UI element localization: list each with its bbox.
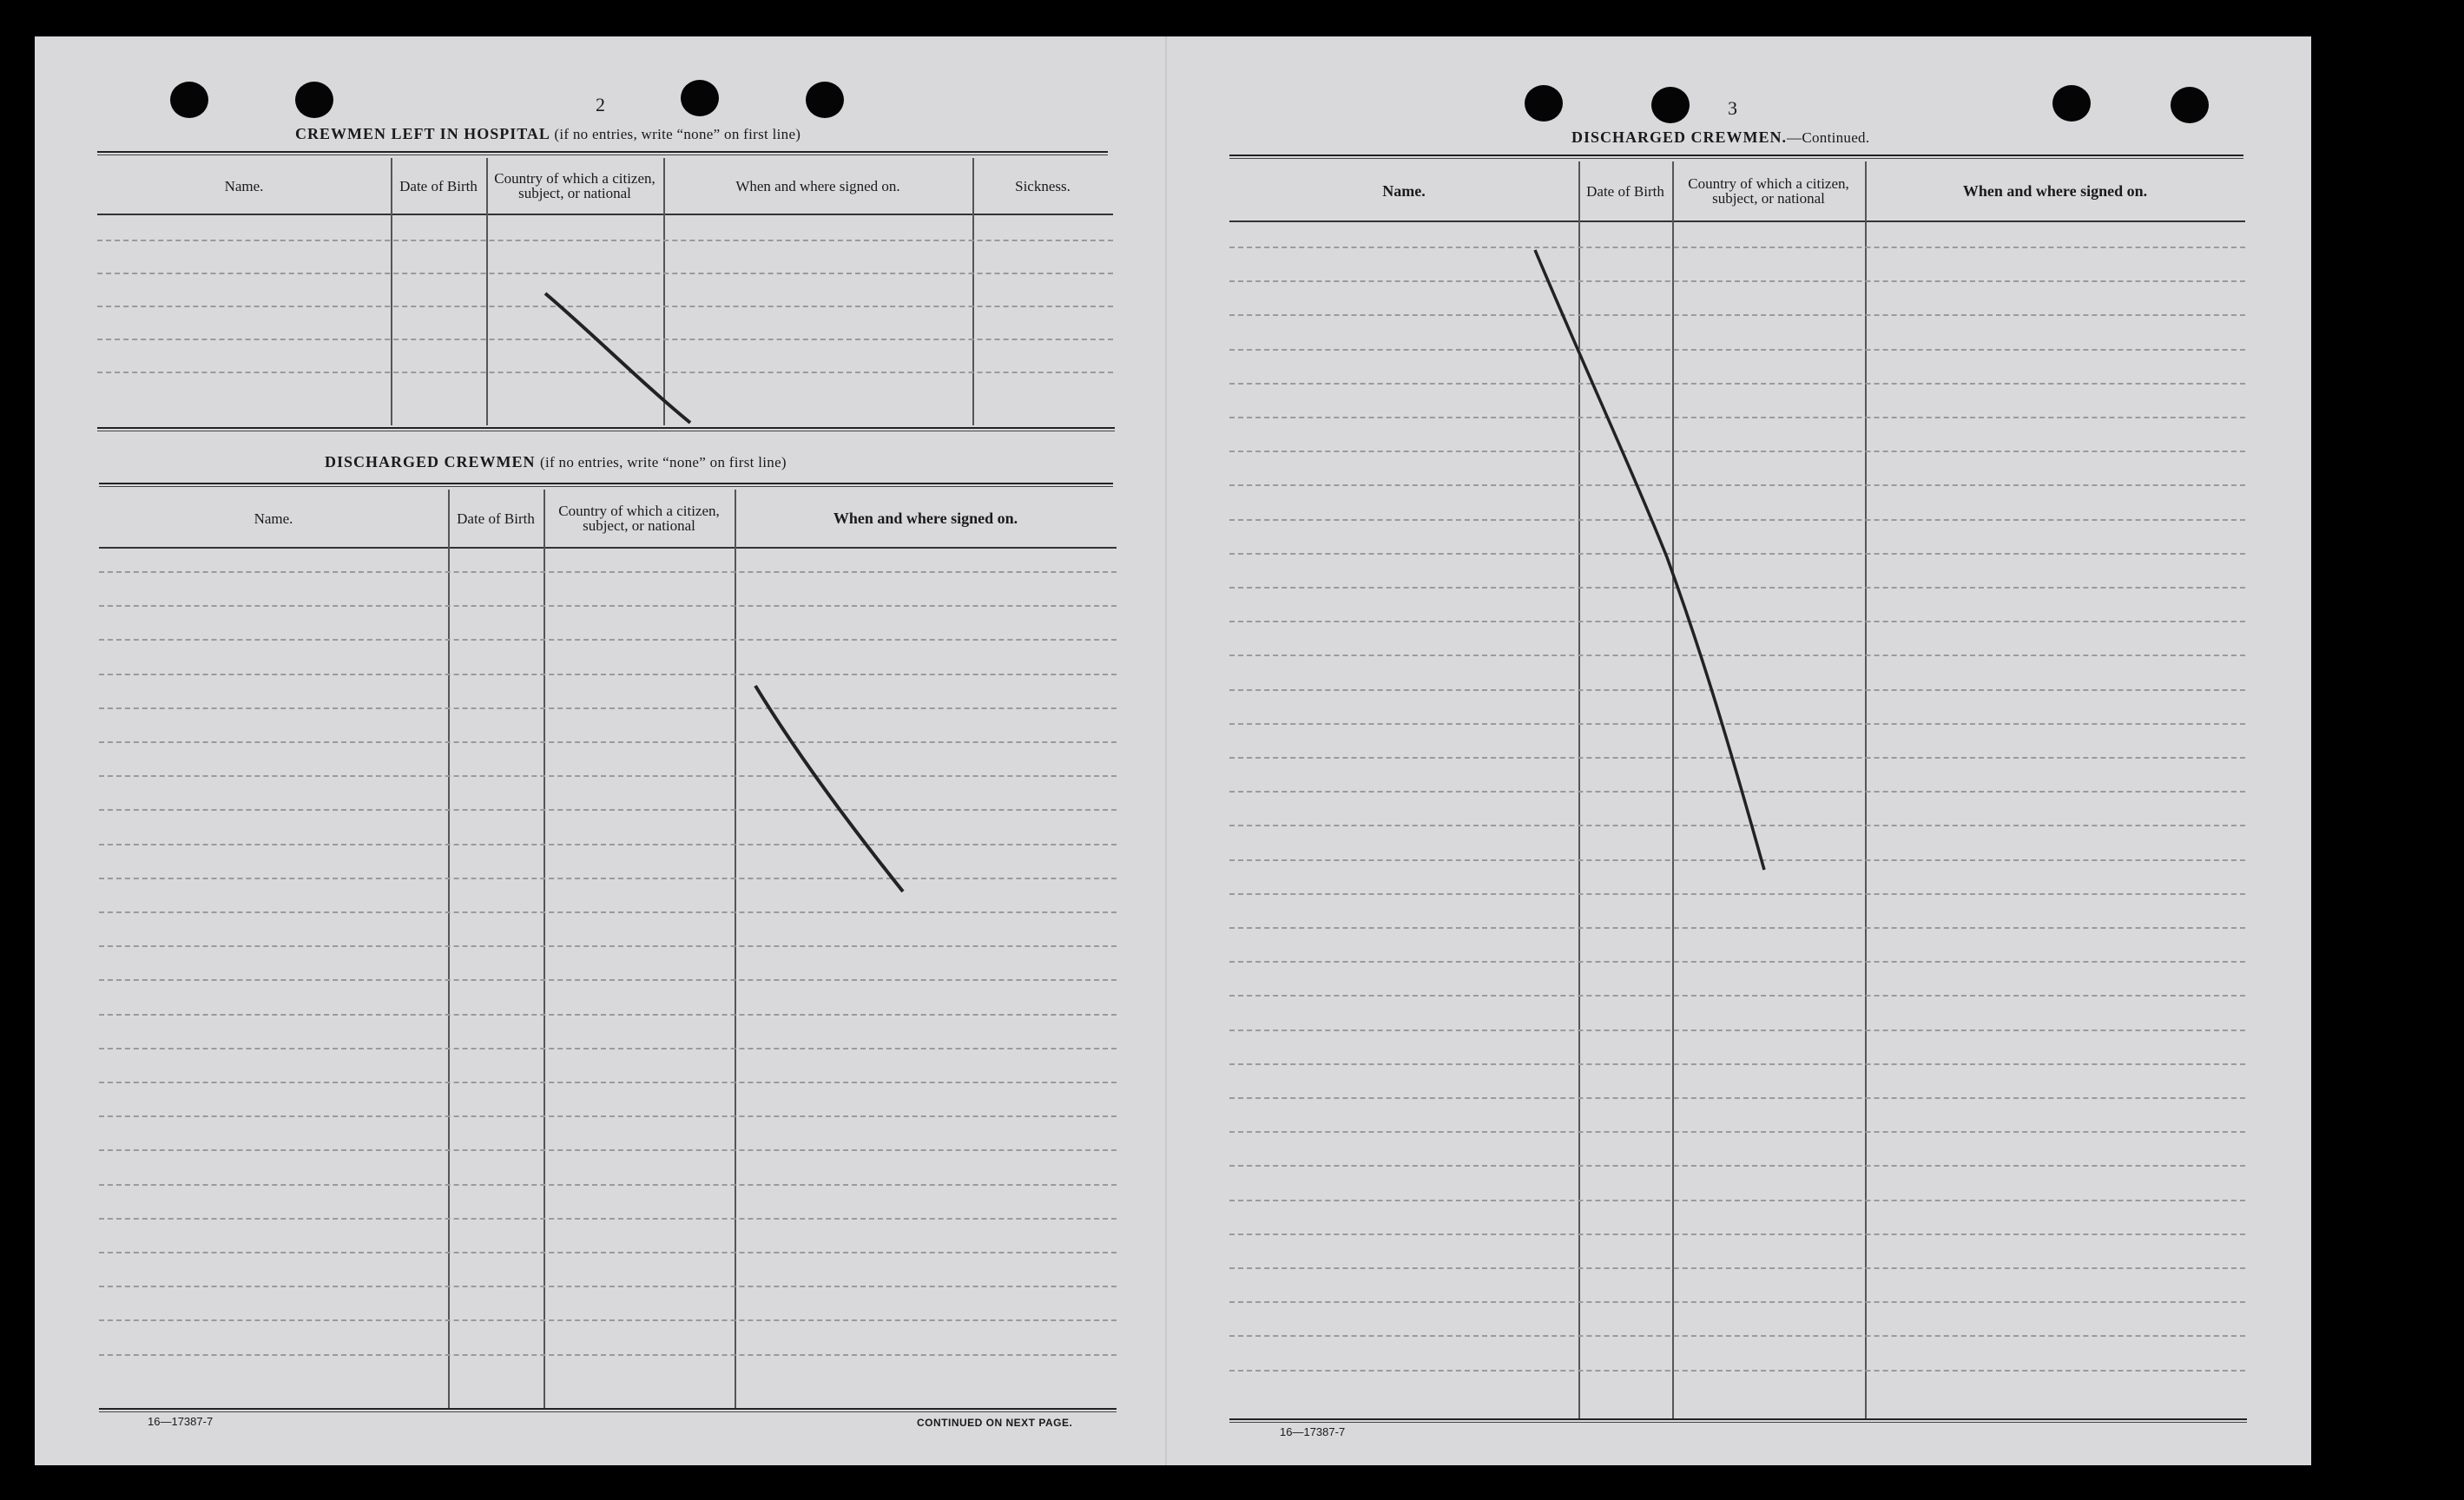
ruled-line <box>99 605 1117 607</box>
discharged-continued-header <box>1229 161 2245 222</box>
page-fold <box>1165 36 1167 1465</box>
punch-hole <box>295 82 333 118</box>
section-rule <box>99 483 1113 487</box>
discharged-table-header <box>99 490 1117 549</box>
punch-hole <box>806 82 844 118</box>
col-sickness-header: Sickness. <box>1015 177 1071 194</box>
page-number: 3 <box>1728 97 1737 119</box>
ruled-line <box>1229 1200 2245 1201</box>
ruled-line <box>99 741 1117 743</box>
ruled-line <box>1229 1131 2245 1133</box>
ruled-line <box>1229 893 2245 895</box>
ruled-line <box>99 674 1117 675</box>
ruled-line <box>99 809 1117 811</box>
col-signed-on-header: When and where signed on. <box>735 177 900 194</box>
page-number: 2 <box>596 94 605 115</box>
ruled-line <box>1229 1267 2245 1269</box>
col-signed-on-header: When and where signed on. <box>833 509 1018 527</box>
ruled-line <box>1229 1165 2245 1167</box>
ruled-line <box>99 1082 1117 1083</box>
col-country-header: Country of which a citizen, subject, or national <box>1688 175 1849 207</box>
col-signed-on-header: When and where signed on. <box>1962 181 2148 200</box>
discharged-table <box>99 490 1117 1408</box>
continued-note: CONTINUED ON NEXT PAGE. <box>917 1417 1073 1429</box>
ruled-line <box>99 639 1117 641</box>
ruled-line <box>1229 927 2245 929</box>
pen-strike-mark <box>747 679 938 905</box>
discharged-table-rows <box>99 547 1117 1408</box>
ruled-line <box>99 1184 1117 1186</box>
punch-hole <box>1651 87 1690 123</box>
col-country-header: Country of which a citizen, subject, or national <box>494 170 656 201</box>
ruled-line <box>99 844 1117 845</box>
col-name-header: Name. <box>254 510 293 527</box>
ruled-line <box>1229 1063 2245 1065</box>
right-page <box>1172 36 2311 1465</box>
col-date-of-birth-header: Date of Birth <box>1586 182 1664 200</box>
pen-strike-mark <box>538 288 729 436</box>
form-code: 16—17387-7 <box>148 1415 214 1428</box>
ruled-line <box>99 775 1117 777</box>
col-name-header: Name. <box>1382 181 1426 200</box>
ruled-line <box>99 1048 1117 1049</box>
pen-strike-mark <box>1519 245 1780 887</box>
ruled-line <box>1229 1234 2245 1235</box>
discharged-continued-title: DISCHARGED CREWMEN.—Continued. <box>1571 128 1870 146</box>
ruled-line <box>99 1115 1117 1117</box>
ruled-line <box>99 1354 1117 1356</box>
section-rule <box>1229 1418 2247 1423</box>
ruled-line <box>99 1014 1117 1016</box>
hospital-table-header <box>97 158 1113 215</box>
punch-hole <box>681 80 719 116</box>
ruled-line <box>99 1286 1117 1287</box>
ruled-line <box>99 1319 1117 1321</box>
col-date-of-birth-header: Date of Birth <box>457 510 535 527</box>
ruled-line <box>99 945 1117 947</box>
section-rule <box>97 151 1108 155</box>
ruled-line <box>99 979 1117 981</box>
col-date-of-birth-header: Date of Birth <box>399 177 478 194</box>
ruled-line <box>1229 1335 2245 1337</box>
ruled-line <box>99 1218 1117 1220</box>
left-page <box>35 36 1163 1465</box>
punch-hole <box>170 82 208 118</box>
discharged-section-title: DISCHARGED CREWMEN (if no entries, write “none” on first line) <box>325 453 787 470</box>
ruled-line <box>99 1149 1117 1151</box>
punch-hole <box>2052 85 2091 122</box>
ruled-line <box>1229 961 2245 963</box>
ruled-line <box>1229 995 2245 997</box>
ruled-line <box>1229 1301 2245 1303</box>
hospital-section-title: CREWMEN LEFT IN HOSPITAL (if no entries, write “none” on first line) <box>295 125 801 142</box>
form-code: 16—17387-7 <box>1280 1425 1346 1438</box>
ruled-line <box>1229 1097 2245 1099</box>
ruled-line <box>99 707 1117 709</box>
section-rule <box>99 1408 1117 1412</box>
punch-hole <box>1525 85 1563 122</box>
ruled-line <box>99 571 1117 573</box>
ruled-line <box>99 911 1117 913</box>
ruled-line <box>1229 1030 2245 1031</box>
ruled-line <box>1229 1370 2245 1372</box>
col-name-header: Name. <box>224 177 264 194</box>
scanned-form-sheet <box>35 36 2311 1465</box>
ruled-line <box>99 1252 1117 1253</box>
section-rule <box>1229 155 2243 159</box>
col-country-header: Country of which a citizen, subject, or national <box>558 503 720 534</box>
ruled-line <box>99 878 1117 879</box>
punch-hole <box>2171 87 2209 123</box>
